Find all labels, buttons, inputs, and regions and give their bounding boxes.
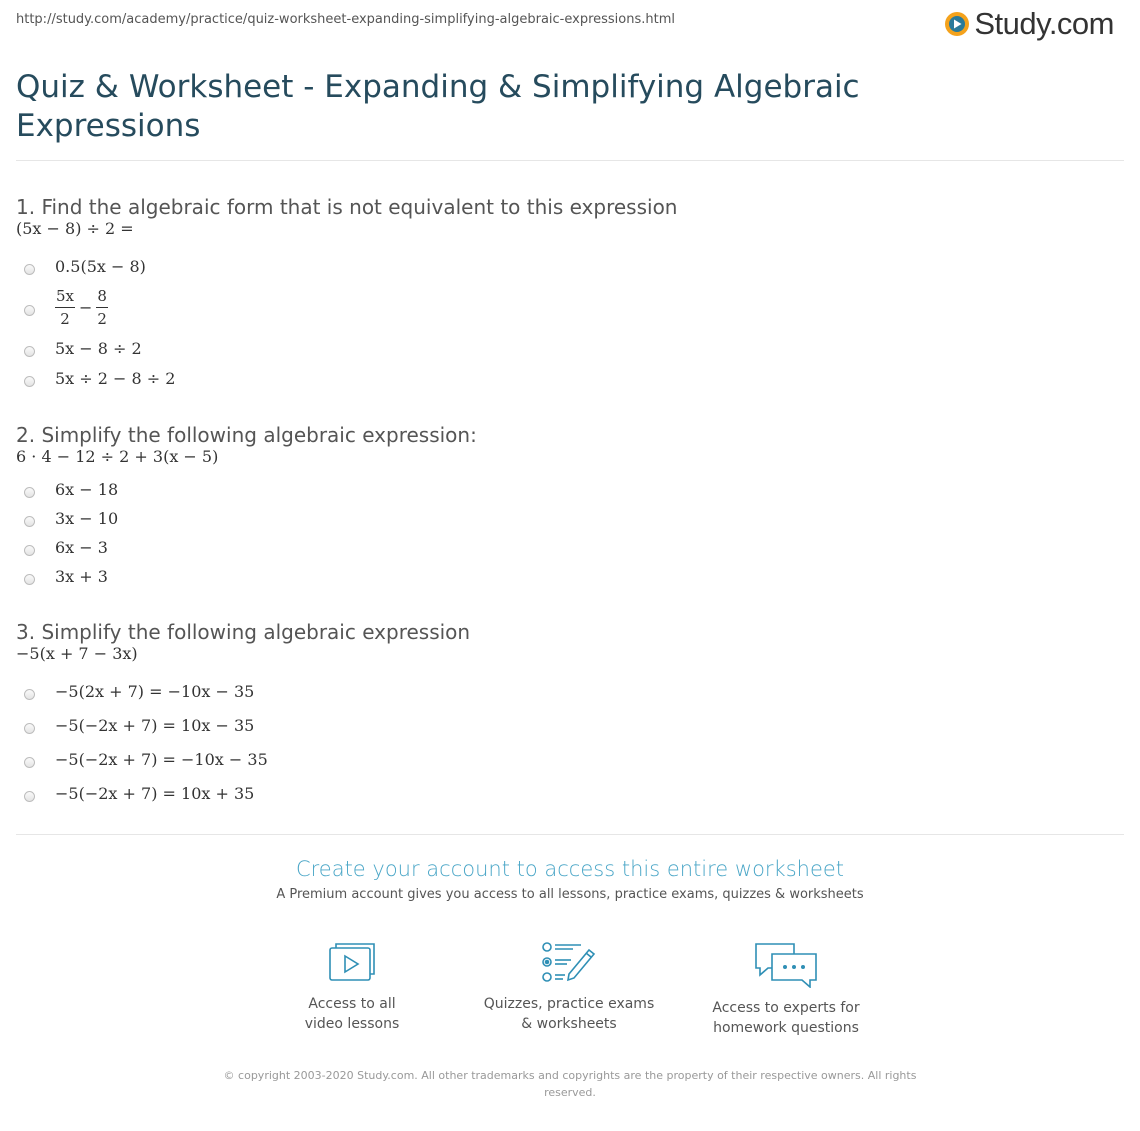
radio-button[interactable] [24, 487, 35, 498]
answer-option[interactable] [16, 674, 1116, 708]
divider [16, 834, 1124, 835]
question-title: 1. Find the algebraic form that is not equivalent to this expression [16, 195, 678, 219]
feature-label-line: Access to all [308, 996, 396, 1012]
answer-option[interactable] [16, 533, 1116, 562]
chat-bubbles-icon [754, 940, 818, 988]
denominator: 2 [60, 309, 70, 328]
video-lesson-icon [326, 940, 378, 984]
answer-option[interactable] [16, 776, 1116, 810]
answer-option[interactable] [16, 333, 1116, 363]
logo-text: Study.com [974, 6, 1114, 41]
question-title: 3. Simplify the following algebraic expression [16, 620, 471, 644]
question-title: 2. Simplify the following algebraic expression: [16, 423, 477, 447]
radio-button[interactable] [24, 723, 35, 734]
quiz-checklist-icon [541, 940, 597, 984]
numerator: 8 [96, 287, 108, 308]
option-text: −5(−2x + 7) = 10x + 35 [55, 783, 255, 803]
fraction [96, 287, 108, 328]
radio-button[interactable] [24, 791, 35, 802]
radio-button[interactable] [24, 545, 35, 556]
question-expression: 6 · 4 − 12 ÷ 2 + 3(x − 5) [16, 447, 219, 466]
option-fraction-expression [55, 287, 108, 328]
radio-button[interactable] [24, 689, 35, 700]
option-text: 0.5(5x − 8) [55, 256, 146, 276]
radio-button[interactable] [24, 757, 35, 768]
radio-button[interactable] [24, 346, 35, 357]
answer-option[interactable] [16, 475, 1116, 504]
page-title: Quiz & Worksheet - Expanding & Simplifying Algebraic Expressions [16, 69, 860, 144]
option-text: 6x − 3 [55, 538, 108, 557]
answer-options [16, 674, 1116, 810]
option-text: 6x − 18 [55, 480, 119, 499]
radio-button[interactable] [24, 516, 35, 527]
answer-option[interactable] [16, 281, 1116, 333]
denominator: 2 [97, 309, 107, 328]
cta-title-link[interactable]: Create your account to access this entire worksheet [295, 857, 845, 881]
feature-experts [686, 940, 886, 1038]
answer-option[interactable] [16, 504, 1116, 533]
feature-quizzes [469, 940, 669, 1034]
study-logo[interactable] [944, 6, 1114, 42]
radio-button[interactable] [24, 376, 35, 387]
option-text: −5(−2x + 7) = 10x − 35 [55, 715, 255, 735]
question-expression: −5(x + 7 − 3x) [16, 644, 138, 663]
page-url: http://study.com/academy/practice/quiz-worksheet-expanding-simplifying-algebraic-expressions.html [16, 12, 675, 27]
option-text: 5x − 8 ÷ 2 [55, 338, 142, 358]
answer-option[interactable] [16, 708, 1116, 742]
question-3 [16, 620, 1116, 810]
answer-option[interactable] [16, 742, 1116, 776]
feature-video-lessons [252, 940, 452, 1034]
answer-options [16, 251, 1116, 393]
radio-button[interactable] [24, 574, 35, 585]
option-text: 3x + 3 [55, 567, 108, 586]
feature-label-line: & worksheets [521, 1016, 617, 1032]
radio-button[interactable] [24, 264, 35, 275]
answer-options [16, 475, 1116, 591]
option-text: −5(2x + 7) = −10x − 35 [55, 681, 255, 701]
feature-label-line: homework questions [713, 1020, 859, 1036]
divider [16, 160, 1124, 161]
operator: − [79, 297, 93, 317]
option-text: 3x − 10 [55, 509, 119, 528]
copyright-text: © copyright 2003-2020 Study.com. All other trademarks and copyrights are the property of their respective owners. All rights reserved. [223, 1069, 917, 1099]
feature-label-line: Access to experts for [712, 1000, 860, 1016]
fraction [55, 287, 75, 328]
feature-label-line: video lessons [304, 1016, 400, 1032]
answer-option[interactable] [16, 562, 1116, 591]
answer-option[interactable] [16, 363, 1116, 393]
option-text: −5(−2x + 7) = −10x − 35 [55, 749, 268, 769]
question-2 [16, 423, 1116, 591]
answer-option[interactable] [16, 251, 1116, 281]
option-text: 5x ÷ 2 − 8 ÷ 2 [55, 368, 176, 388]
cta-subtitle: A Premium account gives you access to all lessons, practice exams, quizzes & worksheets [276, 887, 864, 902]
numerator: 5x [55, 287, 75, 308]
feature-label-line: Quizzes, practice exams [483, 996, 655, 1012]
radio-button[interactable] [24, 305, 35, 316]
question-expression: (5x − 8) ÷ 2 = [16, 219, 134, 238]
play-circle-logo-icon [944, 11, 970, 37]
question-1 [16, 195, 1116, 393]
